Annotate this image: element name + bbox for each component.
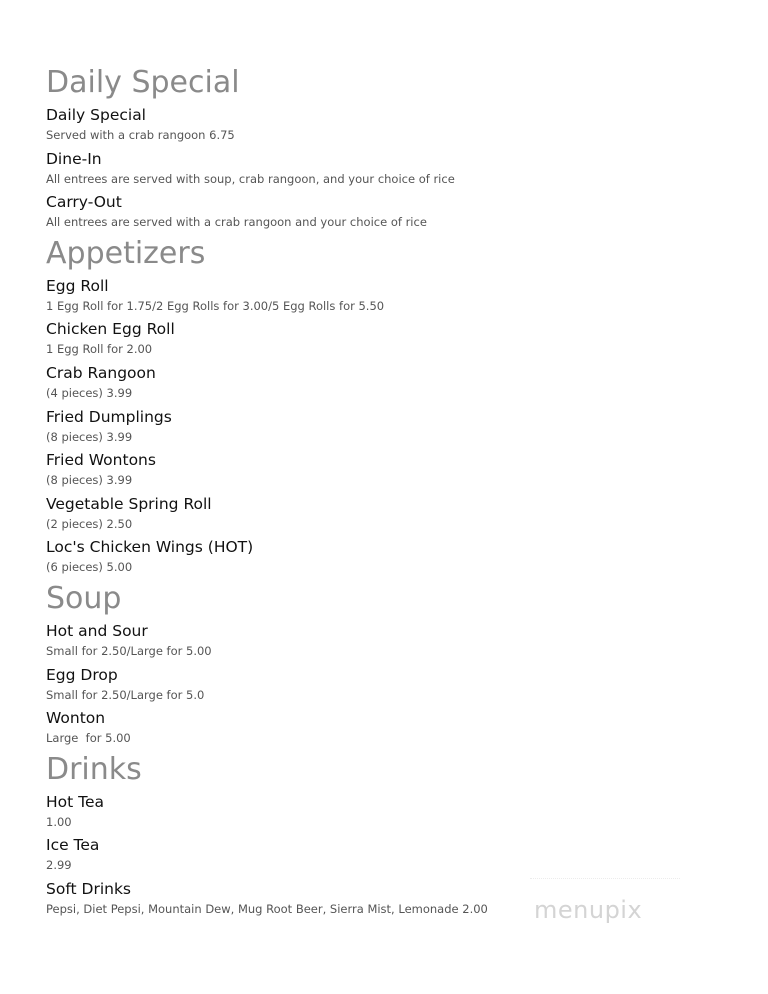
menu-item	[46, 791, 726, 835]
section-title: Appetizers	[46, 235, 206, 271]
item-description: 2.99	[46, 858, 72, 873]
watermark-divider	[530, 878, 680, 887]
item-description: (2 pieces) 2.50	[46, 516, 133, 531]
menu-item	[46, 406, 726, 450]
item-description: All entrees are served with soup, crab rangoon, and your choice of rice	[46, 171, 455, 186]
menu-item	[46, 536, 726, 580]
item-name: Carry-Out	[46, 193, 122, 212]
item-description: (4 pieces) 3.99	[46, 385, 133, 400]
menu-item	[46, 318, 726, 362]
item-name: Wonton	[46, 709, 106, 728]
item-description: Pepsi, Diet Pepsi, Mountain Dew, Mug Root Beer, Sierra Mist, Lemonade 2.00	[46, 901, 488, 916]
item-name: Fried Dumplings	[46, 407, 172, 426]
item-description: All entrees are served with a crab rangoon and your choice of rice	[46, 215, 427, 230]
item-description: (6 pieces) 5.00	[46, 560, 133, 575]
menupix-watermark: menupix	[534, 896, 643, 924]
menu-item	[46, 449, 726, 493]
item-name: Hot Tea	[46, 792, 105, 811]
item-description: Small for 2.50/Large for 5.0	[46, 687, 205, 702]
item-description: 1 Egg Roll for 1.75/2 Egg Rolls for 3.00/5 Egg Rolls for 5.50	[46, 298, 385, 313]
item-name: Soft Drinks	[46, 879, 132, 898]
section-title: Daily Special	[46, 65, 240, 100]
item-name: Vegetable Spring Roll	[46, 494, 212, 513]
item-name: Hot and Sour	[46, 621, 148, 640]
menu-item	[46, 362, 726, 406]
menu-item	[46, 493, 726, 537]
item-name: Daily Special	[46, 106, 146, 124]
item-description: (8 pieces) 3.99	[46, 473, 133, 488]
item-description: 1 Egg Roll for 2.00	[46, 342, 153, 357]
item-name: Dine-In	[46, 149, 102, 168]
section-soup	[46, 580, 726, 751]
item-name: Fried Wontons	[46, 451, 156, 470]
item-name: Egg Drop	[46, 665, 118, 684]
section-appetizers	[46, 235, 726, 580]
menu-item	[46, 834, 726, 878]
section-title: Soup	[46, 580, 122, 616]
menu-item	[46, 664, 726, 708]
item-description: Served with a crab rangoon 6.75	[46, 128, 235, 142]
menu-item	[46, 707, 726, 751]
section-title: Drinks	[46, 751, 142, 787]
item-name: Loc's Chicken Wings (HOT)	[46, 538, 254, 557]
menu-item	[46, 191, 726, 235]
item-description: Small for 2.50/Large for 5.00	[46, 643, 212, 658]
menu-item	[46, 275, 726, 319]
item-description: Large for 5.00	[46, 731, 131, 746]
item-description: 1.00	[46, 814, 72, 829]
menu-item	[46, 104, 726, 148]
item-name: Crab Rangoon	[46, 363, 156, 382]
item-description: (8 pieces) 3.99	[46, 429, 133, 444]
item-name: Egg Roll	[46, 276, 109, 295]
section-daily-special	[46, 64, 726, 235]
item-name: Chicken Egg Roll	[46, 320, 175, 339]
menu-item	[46, 620, 726, 664]
menu-item	[46, 148, 726, 192]
item-name: Ice Tea	[46, 836, 100, 855]
menu-content	[46, 64, 726, 922]
